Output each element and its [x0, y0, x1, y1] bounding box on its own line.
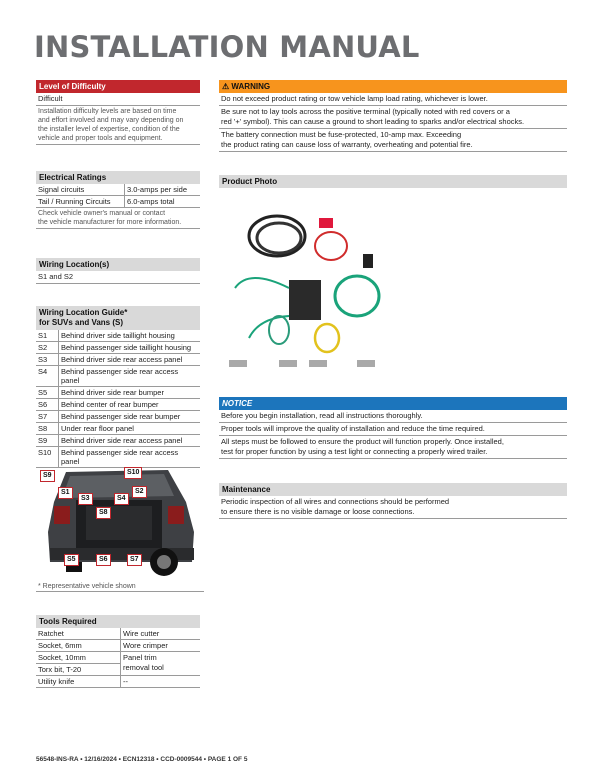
wiring-guide-section [36, 306, 200, 468]
maintenance-text: Periodic inspection of all wires and connections should be performed to ensure there is no visible damage or loose connections. [219, 496, 567, 519]
tag-s8: S8 [96, 507, 111, 519]
difficulty-section [36, 80, 200, 145]
notice-line: All steps must be followed to ensure the product will function properly. Once installed, test for proper function by using a test light or connecting a properly wired trailer. [219, 436, 567, 459]
location-code: S8 [36, 423, 59, 435]
table-row [36, 342, 200, 354]
maintenance-section [219, 483, 567, 519]
location-code: S10 [36, 447, 59, 468]
product-photo-header: Product Photo [219, 175, 567, 188]
location-code: S9 [36, 435, 59, 447]
tag-s10: S10 [124, 467, 142, 479]
table-row [36, 399, 200, 411]
location-description: Behind driver side rear bumper [59, 387, 201, 399]
location-code: S4 [36, 366, 59, 387]
location-code: S6 [36, 399, 59, 411]
location-description: Behind passenger side taillight housing [59, 342, 201, 354]
tag-s2: S2 [132, 486, 147, 498]
table-row: Torx bit, T-20 [36, 664, 200, 676]
warning-line: The battery connection must be fuse-protected, 10-amp max. Exceeding the product rating can cause loss of warranty, overheating and potential fire. [219, 129, 567, 152]
warning-section [219, 80, 567, 152]
electrical-section [36, 171, 200, 229]
location-description: Under rear floor panel [59, 423, 201, 435]
electrical-header: Electrical Ratings [36, 171, 200, 184]
table-row: Signal circuits 3.0-amps per side [36, 184, 200, 196]
location-code: S1 [36, 330, 59, 342]
wiring-location-section [36, 258, 200, 284]
maintenance-header: Maintenance [219, 483, 567, 496]
location-code: S7 [36, 411, 59, 423]
wiring-location-header: Wiring Location(s) [36, 258, 200, 271]
table-row [36, 354, 200, 366]
table-row [36, 330, 200, 342]
table-row: Ratchet Wire cutter [36, 628, 200, 640]
table-row: Socket, 6mm Wore crimper [36, 640, 200, 652]
page-title: INSTALLATION MANUAL [34, 30, 420, 64]
location-description: Behind driver side taillight housing [59, 330, 201, 342]
table-row [36, 411, 200, 423]
location-description: Behind passenger side rear access panel [59, 366, 201, 387]
table-row [36, 387, 200, 399]
wiring-guide-table [36, 330, 200, 468]
table-row: Tail / Running Circuits 6.0-amps total [36, 196, 200, 208]
difficulty-header: Level of Difficulty [36, 80, 200, 93]
product-photo-image [219, 188, 567, 368]
tag-s1: S1 [58, 487, 73, 499]
notice-header: NOTICE [219, 397, 567, 410]
tag-s4: S4 [114, 493, 129, 505]
page-footer: 56548-INS-RA • 12/16/2024 • ECN12318 • CCD-0009544 • PAGE 1 OF 5 [36, 756, 248, 763]
location-code: S2 [36, 342, 59, 354]
warning-icon: ⚠ [222, 82, 230, 91]
warning-header: ⚠ WARNING [219, 80, 567, 93]
vehicle-caption: * Representative vehicle shown [36, 582, 204, 592]
notice-line: Before you begin installation, read all instructions thoroughly. [219, 410, 567, 423]
table-row [36, 435, 200, 447]
table-row: Socket, 10mm Panel trim removal tool [36, 652, 200, 664]
tag-s7: S7 [127, 554, 142, 566]
difficulty-note: Installation difficulty levels are based on time and effort involved and may vary depending on the installer level of expertise, condition of the vehicle and proper tools and equipment. [36, 106, 200, 145]
tools-section [36, 615, 200, 688]
location-code: S5 [36, 387, 59, 399]
location-code: S3 [36, 354, 59, 366]
table-row [36, 423, 200, 435]
vehicle-illustration [36, 462, 200, 580]
location-description: Behind passenger side rear access panel [59, 447, 201, 468]
warning-line: Do not exceed product rating or tow vehicle lamp load rating, whichever is lower. [219, 93, 567, 106]
notice-section [219, 397, 567, 459]
tag-s5: S5 [64, 554, 79, 566]
product-photo-section [219, 175, 567, 368]
table-row [36, 366, 200, 387]
table-row: Utility knife -- [36, 676, 200, 688]
tools-header: Tools Required [36, 615, 200, 628]
location-description: Behind driver side rear access panel [59, 354, 201, 366]
warning-line: Be sure not to lay tools across the positive terminal (typically noted with red covers or a red '+' symbol). This can cause a ground to short leading to sparks and/or electrical shocks. [219, 106, 567, 129]
tools-table [36, 628, 200, 688]
wiring-guide-header: Wiring Location Guide* for SUVs and Vans (S) [36, 306, 200, 330]
location-description: Behind passenger side rear bumper [59, 411, 201, 423]
tag-s6: S6 [96, 554, 111, 566]
electrical-table [36, 184, 200, 208]
tag-s3: S3 [78, 493, 93, 505]
notice-line: Proper tools will improve the quality of installation and reduce the time required. [219, 423, 567, 436]
suv-rear-image [36, 462, 200, 580]
location-description: Behind center of rear bumper [59, 399, 201, 411]
location-description: Behind driver side rear access panel [59, 435, 201, 447]
electrical-note: Check vehicle owner's manual or contact the vehicle manufacturer for more information. [36, 208, 200, 229]
wiring-location-value: S1 and S2 [36, 271, 200, 284]
tag-s9: S9 [40, 470, 55, 482]
difficulty-level: Difficult [36, 93, 200, 106]
